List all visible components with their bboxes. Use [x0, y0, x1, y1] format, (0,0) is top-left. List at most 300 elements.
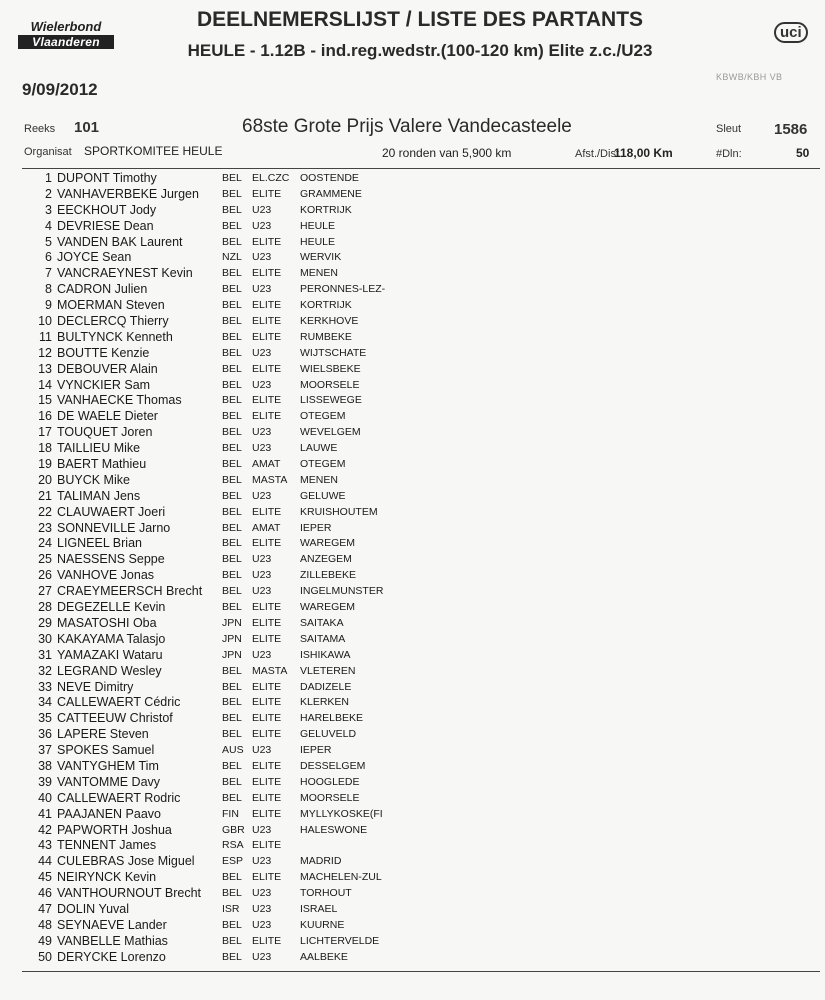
- sleut-value: 1586: [774, 121, 808, 138]
- rider-category: AMAT: [252, 521, 281, 534]
- rider-name: JOYCE Sean: [57, 250, 132, 265]
- rider-name: TENNENT James: [57, 838, 157, 853]
- rider-nationality: GBR: [222, 823, 245, 836]
- rider-nationality: BEL: [222, 871, 242, 884]
- rider-row: [0, 743, 825, 759]
- rider-city: LAUWE: [300, 442, 338, 455]
- rider-row: [0, 584, 825, 600]
- rider-nationality: BEL: [222, 235, 242, 248]
- rider-row: [0, 250, 825, 266]
- rider-row: [0, 664, 825, 680]
- rider-category: U23: [252, 585, 272, 598]
- rider-category: ELITE: [252, 299, 282, 312]
- rider-nationality: BEL: [222, 728, 242, 741]
- header-divider: [22, 168, 820, 169]
- rider-row: [0, 378, 825, 394]
- rider-city: KUURNE: [300, 918, 345, 931]
- rider-category: U23: [252, 219, 272, 232]
- rider-row: [0, 902, 825, 918]
- rider-category: U23: [252, 823, 272, 836]
- rider-city: GELUVELD: [300, 728, 357, 741]
- rider-category: U23: [252, 378, 272, 391]
- rider-name: SONNEVILLE Jarno: [57, 520, 171, 535]
- rider-number: 21: [38, 488, 52, 503]
- footer-divider: [22, 971, 820, 972]
- rider-nationality: BEL: [222, 934, 242, 947]
- rider-category: U23: [252, 426, 272, 439]
- rider-row: [0, 235, 825, 251]
- rider-row: [0, 838, 825, 854]
- rider-row: [0, 187, 825, 203]
- rider-name: BULTYNCK Kenneth: [57, 329, 173, 344]
- rider-name: DEVRIESE Dean: [57, 218, 154, 233]
- rider-nationality: ISR: [222, 902, 240, 915]
- rider-nationality: BEL: [222, 187, 242, 200]
- rider-name: CADRON Julien: [57, 282, 148, 297]
- rider-category: ELITE: [252, 728, 282, 741]
- rider-nationality: BEL: [222, 267, 242, 280]
- rider-row: [0, 473, 825, 489]
- rider-number: 39: [38, 774, 52, 789]
- rider-city: ANZEGEM: [300, 553, 352, 566]
- rider-number: 18: [38, 441, 52, 456]
- rider-row: [0, 266, 825, 282]
- rider-category: U23: [252, 442, 272, 455]
- rider-city: HARELBEKE: [300, 712, 364, 725]
- rider-city: PERONNES-LEZ-: [300, 283, 386, 296]
- rider-nationality: BEL: [222, 791, 242, 804]
- rider-row: [0, 600, 825, 616]
- rider-city: SAITAMA: [300, 632, 346, 645]
- rider-row: [0, 409, 825, 425]
- rider-name: LEGRAND Wesley: [57, 663, 162, 678]
- rider-city: KLERKEN: [300, 696, 350, 709]
- rider-category: ELITE: [252, 505, 282, 518]
- rider-name: EECKHOUT Jody: [57, 202, 157, 217]
- rider-city: WAREGEM: [300, 601, 356, 614]
- rider-number: 41: [38, 806, 52, 821]
- rider-name: PAAJANEN Paavo: [57, 806, 161, 821]
- rider-row: [0, 330, 825, 346]
- rider-name: NEIRYNCK Kevin: [57, 870, 157, 885]
- rider-category: ELITE: [252, 537, 282, 550]
- rider-number: 33: [38, 679, 52, 694]
- rider-city: DESSELGEM: [300, 759, 366, 772]
- rider-name: MASATOSHI Oba: [57, 615, 157, 630]
- document-title: DEELNEMERSLIJST / LISTE DES PARTANTS: [196, 8, 644, 31]
- rider-nationality: BEL: [222, 219, 242, 232]
- rider-list: [0, 171, 825, 966]
- rider-category: ELITE: [252, 187, 282, 200]
- rider-row: [0, 775, 825, 791]
- rider-city: KORTRIJK: [300, 299, 352, 312]
- rider-number: 10: [38, 314, 52, 329]
- rider-category: ELITE: [252, 362, 282, 375]
- rider-row: [0, 632, 825, 648]
- document-subtitle: HEULE - 1.12B - ind.reg.wedstr.(100-120 km) Elite z.c./U23: [187, 41, 653, 60]
- rider-city: TORHOUT: [300, 887, 352, 900]
- rider-name: MOERMAN Steven: [57, 298, 165, 313]
- rider-nationality: BEL: [222, 759, 242, 772]
- rider-row: [0, 346, 825, 362]
- rider-row: [0, 536, 825, 552]
- rider-number: 4: [45, 218, 52, 233]
- rider-name: LIGNEEL Brian: [57, 536, 142, 551]
- rider-number: 7: [45, 266, 52, 281]
- rider-number: 12: [38, 345, 52, 360]
- rider-number: 15: [38, 393, 52, 408]
- rider-name: KAKAYAMA Talasjo: [57, 631, 166, 646]
- rider-nationality: BEL: [222, 712, 242, 725]
- stamp-text: KBWB/KBH VB: [716, 72, 783, 82]
- rider-nationality: RSA: [222, 839, 244, 852]
- rider-nationality: BEL: [222, 473, 242, 486]
- rider-name: VYNCKIER Sam: [57, 377, 151, 392]
- rider-name: SEYNAEVE Lander: [57, 917, 167, 932]
- laps-info: 20 ronden van 5,900 km: [382, 146, 512, 160]
- rider-name: BOUTTE Kenzie: [57, 345, 150, 360]
- rider-number: 20: [38, 472, 52, 487]
- rider-row: [0, 823, 825, 839]
- rider-name: CULEBRAS Jose Miguel: [57, 854, 195, 869]
- rider-row: [0, 711, 825, 727]
- rider-row: [0, 393, 825, 409]
- rider-city: MOORSELE: [300, 791, 360, 804]
- rider-row: [0, 441, 825, 457]
- rider-category: MASTA: [252, 664, 288, 677]
- rider-row: [0, 727, 825, 743]
- rider-name: SPOKES Samuel: [57, 743, 155, 758]
- rider-row: [0, 552, 825, 568]
- rider-city: HEULE: [300, 235, 336, 248]
- rider-row: [0, 950, 825, 966]
- rider-city: INGELMUNSTER: [300, 585, 384, 598]
- rider-category: ELITE: [252, 394, 282, 407]
- rider-nationality: BEL: [222, 553, 242, 566]
- rider-nationality: AUS: [222, 744, 244, 757]
- rider-category: ELITE: [252, 616, 282, 629]
- rider-city: RUMBEKE: [300, 330, 352, 343]
- distance-value: 118,00 Km: [614, 146, 673, 160]
- rider-name: NEVE Dimitry: [57, 679, 134, 694]
- rider-city: ZILLEBEKE: [300, 569, 357, 582]
- rider-row: [0, 171, 825, 187]
- rider-number: 40: [38, 790, 52, 805]
- rider-category: ELITE: [252, 330, 282, 343]
- rider-category: U23: [252, 283, 272, 296]
- rider-name: VANTYGHEM Tim: [57, 758, 159, 773]
- rider-city: HALESWONE: [300, 823, 368, 836]
- rider-number: 11: [39, 329, 52, 344]
- rider-nationality: BEL: [222, 505, 242, 518]
- rider-nationality: BEL: [222, 299, 242, 312]
- rider-category: ELITE: [252, 315, 282, 328]
- rider-city: MACHELEN-ZUL: [300, 871, 382, 884]
- rider-city: KRUISHOUTEM: [300, 505, 378, 518]
- rider-row: [0, 648, 825, 664]
- rider-city: MENEN: [300, 267, 338, 280]
- rider-number: 38: [38, 758, 52, 773]
- rider-city: OTEGEM: [300, 458, 346, 471]
- rider-name: VANTOMME Davy: [57, 774, 161, 789]
- rider-row: [0, 425, 825, 441]
- rider-category: ELITE: [252, 791, 282, 804]
- rider-nationality: BEL: [222, 569, 242, 582]
- rider-city: OOSTENDE: [300, 172, 359, 184]
- rider-number: 50: [38, 949, 52, 964]
- rider-name: DECLERCQ Thierry: [57, 314, 169, 329]
- rider-category: U23: [252, 251, 272, 264]
- rider-number: 30: [38, 631, 52, 646]
- rider-row: [0, 521, 825, 537]
- rider-city: HOOGLEDE: [300, 775, 360, 788]
- rider-city: LISSEWEGE: [300, 394, 362, 407]
- rider-name: CALLEWAERT Rodric: [57, 790, 181, 805]
- rider-nationality: BEL: [222, 426, 242, 439]
- reeks-label: Reeks: [24, 123, 56, 135]
- rider-name: VANTHOURNOUT Brecht: [57, 886, 202, 901]
- rider-city: MYLLYKOSKE(FI: [300, 807, 383, 820]
- rider-row: [0, 680, 825, 696]
- rider-number: 36: [38, 727, 52, 742]
- rider-city: WAREGEM: [300, 537, 356, 550]
- logo-line-1: Wielerbond: [30, 19, 102, 34]
- rider-category: ELITE: [252, 807, 282, 820]
- rider-name: VANCRAEYNEST Kevin: [57, 266, 193, 281]
- rider-city: GRAMMENE: [300, 187, 362, 200]
- rider-name: VANHOVE Jonas: [57, 568, 155, 583]
- rider-nationality: BEL: [222, 394, 242, 407]
- rider-nationality: BEL: [222, 664, 242, 677]
- rider-category: U23: [252, 902, 272, 915]
- race-name: 68ste Grote Prijs Valere Vandecasteele: [242, 116, 572, 137]
- rider-category: ELITE: [252, 632, 282, 645]
- rider-row: [0, 457, 825, 473]
- rider-row: [0, 568, 825, 584]
- rider-number: 44: [38, 854, 52, 869]
- rider-number: 37: [38, 743, 52, 758]
- rider-city: KERKHOVE: [300, 315, 359, 328]
- rider-nationality: JPN: [222, 632, 242, 645]
- distance-label: Afst./Dist: [575, 148, 620, 160]
- rider-number: 17: [38, 425, 52, 440]
- rider-category: ELITE: [252, 759, 282, 772]
- rider-nationality: BEL: [222, 537, 242, 550]
- rider-number: 45: [38, 870, 52, 885]
- rider-row: [0, 616, 825, 632]
- rider-category: ELITE: [252, 712, 282, 725]
- rider-category: U23: [252, 744, 272, 757]
- race-date: 9/09/2012: [22, 80, 98, 99]
- rider-city: LICHTERVELDE: [300, 934, 380, 947]
- rider-name: VANHAECKE Thomas: [57, 393, 182, 408]
- rider-city: GELUWE: [300, 489, 346, 502]
- rider-number: 35: [38, 711, 52, 726]
- rider-number: 23: [38, 520, 52, 535]
- rider-nationality: FIN: [222, 807, 239, 820]
- rider-nationality: BEL: [222, 172, 242, 184]
- rider-category: U23: [252, 918, 272, 931]
- rider-nationality: BEL: [222, 378, 242, 391]
- rider-category: ELITE: [252, 410, 282, 423]
- rider-number: 9: [45, 298, 52, 313]
- rider-city: OTEGEM: [300, 410, 346, 423]
- rider-row: [0, 505, 825, 521]
- rider-name: CATTEEUW Christof: [57, 711, 173, 726]
- rider-category: EL.CZC: [252, 172, 290, 184]
- rider-row: [0, 886, 825, 902]
- rider-number: 28: [38, 600, 52, 615]
- rider-nationality: BEL: [222, 203, 242, 216]
- rider-row: [0, 854, 825, 870]
- rider-number: 29: [38, 615, 52, 630]
- rider-row: [0, 298, 825, 314]
- rider-number: 48: [38, 917, 52, 932]
- rider-number: 16: [38, 409, 52, 424]
- rider-name: NAESSENS Seppe: [57, 552, 165, 567]
- rider-nationality: BEL: [222, 696, 242, 709]
- rider-nationality: BEL: [222, 489, 242, 502]
- rider-number: 34: [38, 695, 52, 710]
- rider-number: 27: [38, 584, 52, 599]
- rider-city: DADIZELE: [300, 680, 352, 693]
- rider-number: 25: [38, 552, 52, 567]
- rider-nationality: BEL: [222, 887, 242, 900]
- uci-logo: uci: [774, 22, 808, 43]
- rider-city: WIELSBEKE: [300, 362, 361, 375]
- rider-nationality: BEL: [222, 918, 242, 931]
- rider-number: 19: [38, 457, 52, 472]
- rider-nationality: BEL: [222, 521, 242, 534]
- rider-nationality: BEL: [222, 585, 242, 598]
- rider-nationality: BEL: [222, 346, 242, 359]
- rider-name: DE WAELE Dieter: [57, 409, 158, 424]
- rider-nationality: BEL: [222, 775, 242, 788]
- rider-name: CALLEWAERT Cédric: [57, 695, 181, 710]
- rider-city: MENEN: [300, 473, 338, 486]
- rider-name: PAPWORTH Joshua: [57, 822, 172, 837]
- rider-city: WERVIK: [300, 251, 342, 264]
- rider-nationality: BEL: [222, 950, 242, 963]
- rider-category: U23: [252, 887, 272, 900]
- rider-number: 3: [45, 202, 52, 217]
- rider-nationality: BEL: [222, 601, 242, 614]
- rider-row: [0, 870, 825, 886]
- rider-city: ISRAEL: [300, 902, 338, 915]
- rider-row: [0, 695, 825, 711]
- rider-number: 6: [45, 250, 52, 265]
- organisat-value: SPORTKOMITEE HEULE: [84, 144, 223, 158]
- rider-row: [0, 282, 825, 298]
- rider-name: VANDEN BAK Laurent: [57, 234, 183, 249]
- rider-number: 2: [45, 186, 52, 201]
- rider-category: U23: [252, 648, 272, 661]
- rider-category: ELITE: [252, 696, 282, 709]
- rider-nationality: NZL: [222, 251, 242, 264]
- rider-category: ELITE: [252, 235, 282, 248]
- rider-number: 42: [38, 822, 52, 837]
- rider-category: MASTA: [252, 473, 288, 486]
- rider-nationality: JPN: [222, 616, 242, 629]
- participants-value: 50: [796, 146, 810, 160]
- rider-city: MADRID: [300, 855, 342, 868]
- rider-row: [0, 807, 825, 823]
- rider-name: DERYCKE Lorenzo: [57, 949, 166, 964]
- rider-nationality: BEL: [222, 680, 242, 693]
- rider-category: ELITE: [252, 267, 282, 280]
- rider-number: 22: [38, 504, 52, 519]
- rider-nationality: ESP: [222, 855, 244, 868]
- rider-category: U23: [252, 950, 272, 963]
- reeks-value: 101: [74, 119, 100, 136]
- rider-category: ELITE: [252, 871, 282, 884]
- rider-city: IEPER: [300, 744, 332, 757]
- rider-nationality: BEL: [222, 315, 242, 328]
- rider-category: ELITE: [252, 601, 282, 614]
- rider-nationality: BEL: [222, 330, 242, 343]
- rider-category: U23: [252, 346, 272, 359]
- rider-nationality: JPN: [222, 648, 242, 661]
- rider-name: BAERT Mathieu: [57, 457, 147, 472]
- rider-city: KORTRIJK: [300, 203, 352, 216]
- rider-category: U23: [252, 569, 272, 582]
- organisat-label: Organisat: [24, 146, 72, 158]
- sleut-label: Sleut: [716, 123, 742, 135]
- rider-category: AMAT: [252, 458, 281, 471]
- rider-name: BUYCK Mike: [57, 472, 130, 487]
- rider-number: 8: [45, 282, 52, 297]
- rider-category: U23: [252, 553, 272, 566]
- rider-number: 43: [38, 838, 52, 853]
- rider-nationality: BEL: [222, 283, 242, 296]
- rider-name: TAILLIEU Mike: [57, 441, 141, 456]
- rider-category: U23: [252, 203, 272, 216]
- rider-name: CRAEYMEERSCH Brecht: [57, 584, 203, 599]
- rider-number: 24: [38, 536, 52, 551]
- rider-name: DOLIN Yuval: [57, 901, 130, 916]
- rider-name: DUPONT Timothy: [57, 171, 157, 185]
- rider-row: [0, 203, 825, 219]
- rider-city: SAITAKA: [300, 616, 344, 629]
- rider-row: [0, 362, 825, 378]
- rider-city: AALBEKE: [300, 950, 348, 963]
- rider-number: 1: [45, 171, 52, 185]
- rider-category: ELITE: [252, 680, 282, 693]
- rider-city: WIJTSCHATE: [300, 346, 367, 359]
- rider-nationality: BEL: [222, 410, 242, 423]
- rider-name: DEGEZELLE Kevin: [57, 600, 166, 615]
- rider-number: 5: [45, 234, 52, 249]
- rider-category: ELITE: [252, 839, 282, 852]
- rider-row: [0, 489, 825, 505]
- rider-name: YAMAZAKI Wataru: [57, 647, 163, 662]
- rider-row: [0, 791, 825, 807]
- rider-category: ELITE: [252, 934, 282, 947]
- rider-city: HEULE: [300, 219, 336, 232]
- rider-nationality: BEL: [222, 442, 242, 455]
- rider-category: ELITE: [252, 775, 282, 788]
- rider-city: WEVELGEM: [300, 426, 361, 439]
- participants-label: #Dln:: [716, 148, 742, 160]
- rider-category: U23: [252, 489, 272, 502]
- logo-line-2: Vlaanderen: [18, 35, 114, 49]
- rider-city: ISHIKAWA: [300, 648, 351, 661]
- rider-number: 14: [38, 377, 52, 392]
- rider-row: [0, 314, 825, 330]
- rider-nationality: BEL: [222, 458, 242, 471]
- rider-number: 26: [38, 568, 52, 583]
- rider-city: MOORSELE: [300, 378, 360, 391]
